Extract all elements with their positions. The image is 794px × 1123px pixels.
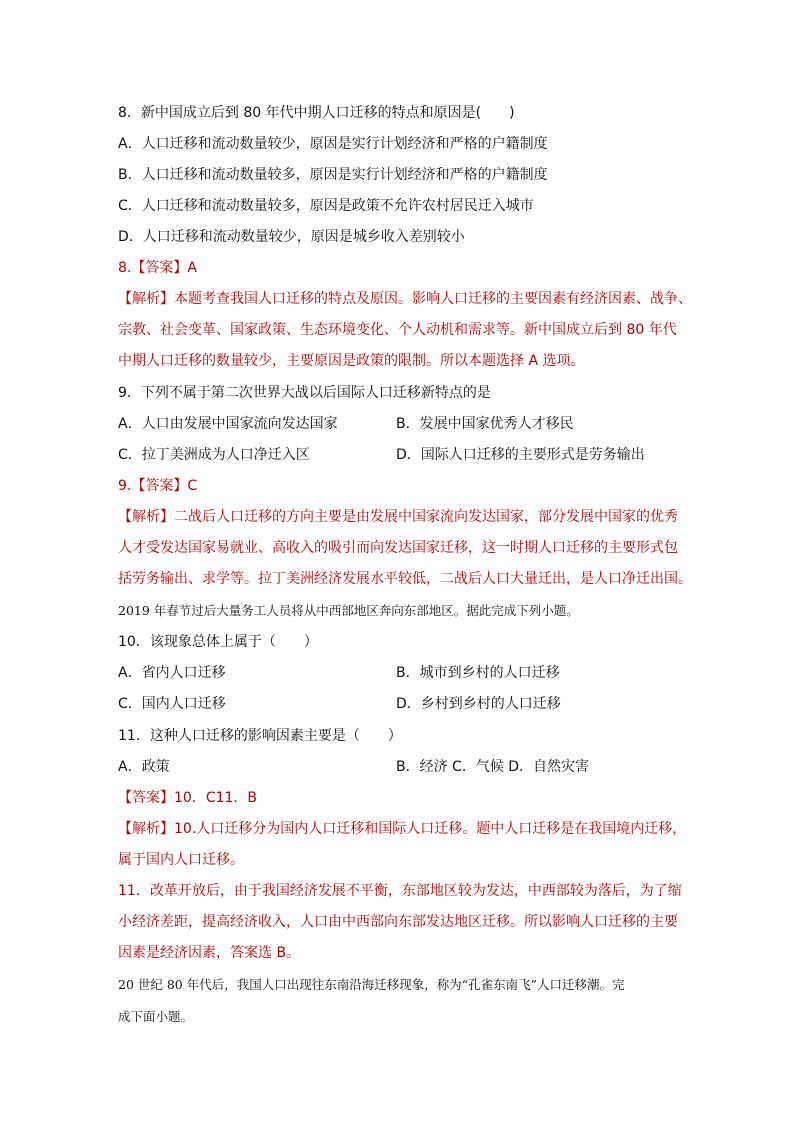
q10-option-a: A．省内人口迁移 <box>118 665 226 681</box>
q8-analysis-tag: 【解析】 <box>118 291 174 307</box>
q8-option-d: D．人口迁移和流动数量较少，原因是城乡收入差别较小 <box>118 229 465 245</box>
q8-analysis-text1: 本题考查我国人口迁移的特点及原因。影响人口迁移的主要因素有经济因素、战争、 <box>174 291 692 307</box>
analysis-10-11-line3: 11．改革开放后，由于我国经济发展不平衡，东部地区较为发达，中西部较为落后，为了缩 <box>118 883 682 899</box>
q10-option-c: C．国内人口迁移 <box>118 696 226 712</box>
q8-answer: 8.【答案】A <box>118 260 197 276</box>
q11-options-bcd: B．经济 C．气候 D．自然灾害 <box>396 759 590 775</box>
q9-answer: 9.【答案】C <box>118 478 198 494</box>
q8-analysis-line2: 宗教、社会变革、国家政策、生态环境变化、个人动机和需求等。新中国成立后到 80 年代 <box>118 322 677 338</box>
q9-option-c: C．拉丁美洲成为人口净迁入区 <box>118 447 310 463</box>
q10-option-d: D．乡村到乡村的人口迁移 <box>396 696 561 712</box>
q10-option-b: B．城市到乡村的人口迁移 <box>396 665 560 681</box>
material-2-line1: 20 世纪 80 年代后，我国人口出现往东南沿海迁移现象，称为“孔雀东南飞”人口迁移潮。完 <box>118 977 625 992</box>
q11-stem: 11．这种人口迁移的影响因素主要是（ ） <box>118 728 402 744</box>
q9-analysis-text1: 二战后人口迁移的方向主要是由发展中国家流向发达国家，部分发展中国家的优秀 <box>174 509 678 525</box>
analysis-10-11-line4: 小经济差距，提高经济收入，人口由中西部向东部发达地区迁移。所以影响人口迁移的主要 <box>118 914 678 930</box>
q9-stem: 9．下列不属于第二次世界大战以后国际人口迁移新特点的是 <box>118 385 491 401</box>
q8-option-b: B．人口迁移和流动数量较多，原因是实行计划经济和严格的户籍制度 <box>118 167 548 183</box>
analysis-10-11-line2: 属于国内人口迁移。 <box>118 852 244 868</box>
answer-10-11-text: 10．C11．B <box>174 790 258 806</box>
material-2-line2: 成下面小题。 <box>118 1009 194 1024</box>
q9-option-d: D．国际人口迁移的主要形式是劳务输出 <box>396 447 645 463</box>
q9-analysis-line2: 人才受发达国家易就业、高收入的吸引而向发达国家迁移，这一时期人口迁移的主要形式包 <box>118 540 678 556</box>
q8-analysis-line3: 中期人口迁移的数量较少，主要原因是政策的限制。所以本题选择 A 选项。 <box>118 353 585 369</box>
q9-analysis-tag: 【解析】 <box>118 509 174 525</box>
q9-analysis-line1 <box>118 507 678 527</box>
material-1: 2019 年春节过后大量务工人员将从中西部地区奔向东部地区。据此完成下列小题。 <box>118 603 579 618</box>
q11-option-a: A．政策 <box>118 759 170 775</box>
q8-option-c: C．人口迁移和流动数量较多，原因是政策不允许农村居民迁入城市 <box>118 198 534 214</box>
answer-10-11 <box>118 788 257 808</box>
q9-analysis-line3: 括劳务输出、求学等。拉丁美洲经济发展水平较低，二战后人口大量迁出，是人口净迁出国。 <box>118 571 692 587</box>
q9-option-a: A．人口由发展中国家流向发达国家 <box>118 416 338 432</box>
answer-10-11-tag: 【答案】 <box>118 790 174 806</box>
analysis-10-11-line1 <box>118 819 686 839</box>
analysis-10-11-line5: 因素是经济因素，答案选 B。 <box>118 945 301 961</box>
q8-stem: 8．新中国成立后到 80 年代中期人口迁移的特点和原因是( ) <box>118 105 515 121</box>
q9-option-b: B．发展中国家优秀人才移民 <box>396 416 574 432</box>
q8-analysis-line1 <box>118 289 692 309</box>
q10-stem: 10．该现象总体上属于（ ） <box>118 634 318 650</box>
analysis-10-11-tag: 【解析】 <box>118 821 174 837</box>
analysis-10-11-text1: 10.人口迁移分为国内人口迁移和国际人口迁移。题中人口迁移是在我国境内迁移， <box>174 821 687 837</box>
q8-option-a: A．人口迁移和流动数量较少，原因是实行计划经济和严格的户籍制度 <box>118 136 548 152</box>
